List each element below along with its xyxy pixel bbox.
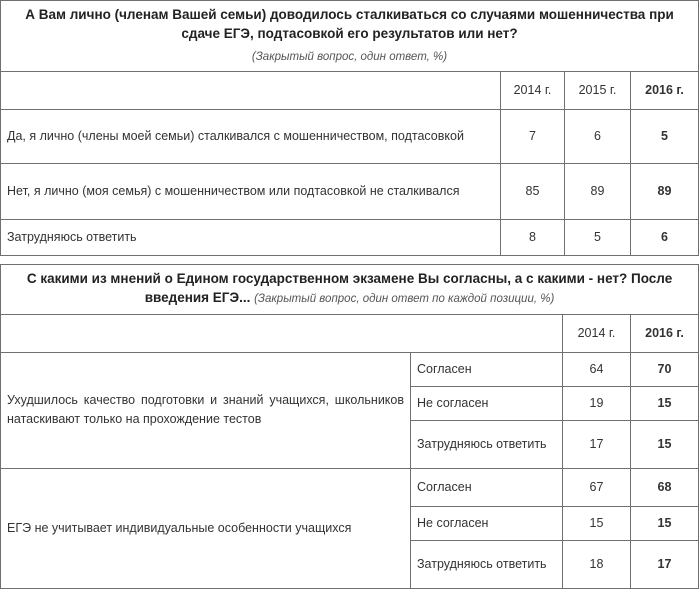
year-header-2015: 2015 г. [565,71,631,109]
value-2015: 6 [565,109,631,163]
question-note: (Закрытый вопрос, один ответ по каждой позиции, %) [254,293,555,305]
answer-label: Не согласен [411,506,563,540]
value-2015: 5 [565,219,631,255]
table-row [1,468,699,506]
question-title: А Вам лично (членам Вашей семьи) доводилось сталкиваться со случаями мошенничества при сдаче ЕГЭ, подтасовкой его результатов или нет? [1,1,699,45]
year-header-2014: 2014 г. [563,314,631,352]
ege-opinions-table [0,264,699,589]
value-2016: 15 [631,506,699,540]
year-header-2016: 2016 г. [631,71,699,109]
value-2016: 89 [631,163,699,219]
value-2016: 6 [631,219,699,255]
question-text: С какими из мнений о Едином государственном экзамене Вы согласны, а с какими - нет? После введения ЕГЭ... [26,271,673,305]
table-row [1,219,699,255]
value-2015: 89 [565,163,631,219]
value-2016: 5 [631,109,699,163]
table-header-row [1,314,699,352]
row-label: Нет, я лично (моя семья) с мошенничеством или подтасовкой не сталкивался [1,163,501,219]
value-2014: 85 [501,163,565,219]
value-2014: 67 [563,468,631,506]
value-2014: 8 [501,219,565,255]
value-2016: 15 [631,420,699,468]
table-row [1,109,699,163]
value-2016: 17 [631,540,699,588]
statement-label: ЕГЭ не учитывает индивидуальные особенности учащихся [1,468,411,588]
answer-label: Согласен [411,468,563,506]
row-label: Затрудняюсь ответить [1,219,501,255]
answer-label: Согласен [411,352,563,386]
value-2016: 70 [631,352,699,386]
header-blank-cell [1,71,501,109]
answer-label: Затрудняюсь ответить [411,420,563,468]
value-2014: 64 [563,352,631,386]
question-note: (Закрытый вопрос, один ответ, %) [1,45,699,72]
value-2014: 7 [501,109,565,163]
row-label: Да, я лично (члены моей семьи) сталкивался с мошенничеством, подтасовкой [1,109,501,163]
year-header-2016: 2016 г. [631,314,699,352]
statement-label: Ухудшилось качество подготовки и знаний учащихся, школьников натаскивают только на прохождение тестов [1,352,411,468]
value-2014: 17 [563,420,631,468]
year-header-2014: 2014 г. [501,71,565,109]
question-title [1,264,699,314]
value-2016: 15 [631,386,699,420]
table-header-row [1,71,699,109]
value-2016: 68 [631,468,699,506]
value-2014: 19 [563,386,631,420]
answer-label: Не согласен [411,386,563,420]
value-2014: 15 [563,506,631,540]
header-blank-cell [1,314,563,352]
table-row [1,352,699,386]
answer-label: Затрудняюсь ответить [411,540,563,588]
value-2014: 18 [563,540,631,588]
table-row [1,163,699,219]
fraud-experience-table [0,0,699,256]
